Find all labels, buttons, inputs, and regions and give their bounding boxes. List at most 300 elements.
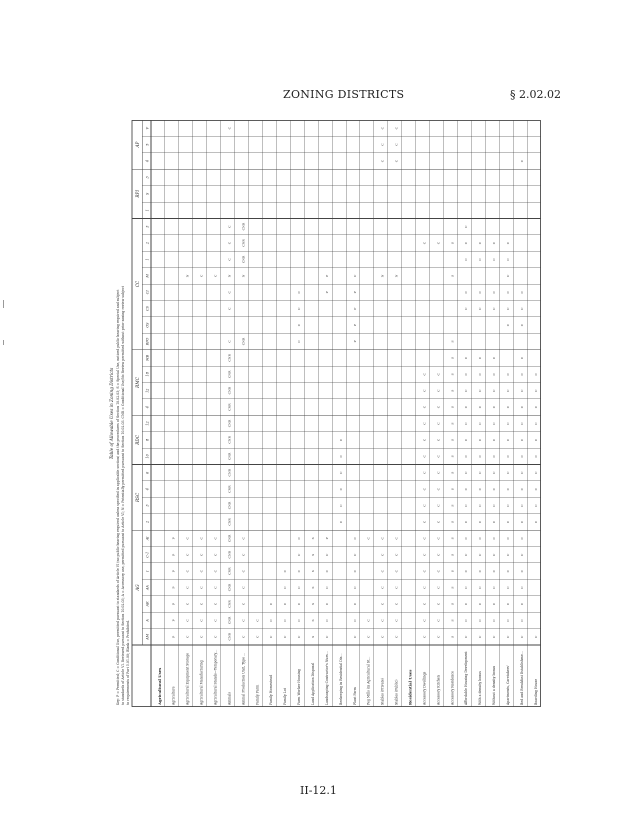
use-cell-value: CNR: [227, 370, 232, 378]
use-cell-value: C: [492, 438, 497, 442]
use-cell-value: C: [533, 635, 538, 638]
table-key-line: to standards of Article VI. Reviewed pursuant to Section 10.02.03; A = Accessory use, permitted pursuant to Article VI; N = Potentially permitted pursuant to Section 10.02.03. CNR = Conditional Use/No Review permitted without prior zoning review subject: [121, 286, 125, 705]
use-cell-value: C: [492, 389, 497, 392]
use-cell-value: C: [394, 602, 399, 606]
use-cell-value: S: [310, 586, 315, 589]
use-cell-value: P: [171, 553, 176, 556]
use-cell-value: C: [478, 405, 483, 409]
use-cell-value: C: [519, 405, 524, 409]
use-cell-value: P: [171, 635, 176, 638]
use-cell-value: N: [241, 274, 246, 278]
use-cell-value: C: [324, 602, 329, 606]
use-cell-value: C: [241, 569, 246, 573]
use-cell-value: CNR: [227, 583, 232, 592]
use-cell-value: C: [533, 487, 538, 491]
use-cell-value: C: [394, 127, 399, 130]
use-row-label: Animals: [227, 692, 232, 705]
use-cell-value: S: [310, 619, 315, 622]
use-cell-value: C: [436, 619, 441, 622]
use-cell-value: C: [519, 389, 524, 392]
use-cell-value: C: [505, 438, 510, 442]
column-header: AI: [145, 536, 150, 541]
use-cell-value: C: [478, 635, 483, 638]
use-cell-value: C: [478, 586, 483, 589]
section-number: § 2.02.02: [510, 88, 561, 101]
use-cell-value: C: [324, 619, 329, 622]
use-cell-value: C: [492, 471, 497, 474]
use-cell-value: CNR: [227, 616, 232, 625]
use-cell-value: C: [464, 537, 469, 540]
column-header: 3: [145, 504, 150, 507]
use-cell-value: C: [519, 520, 524, 524]
use-cell-value: C: [380, 159, 385, 163]
use-cell-value: C: [505, 569, 510, 573]
use-cell-value: C: [436, 602, 441, 606]
use-cell-value: C: [533, 471, 538, 474]
use-cell-value: C: [519, 159, 524, 163]
use-cell-value: C: [422, 455, 427, 458]
use-cell-value: C: [380, 537, 385, 540]
use-cell-value: C: [519, 635, 524, 638]
use-cell-value: C: [505, 405, 510, 409]
use-cell-value: C: [394, 635, 399, 638]
use-cell-value: C: [492, 586, 497, 589]
use-cell-value: C: [505, 373, 510, 376]
column-header: RPO: [145, 337, 150, 346]
use-cell-value: C: [464, 422, 469, 425]
column-header: 8: [145, 438, 150, 442]
use-cell-value: C: [464, 619, 469, 622]
column-header: 12: [145, 421, 150, 426]
use-cell-value: CNR: [227, 501, 232, 510]
use-cell-value: S: [310, 570, 315, 573]
use-cell-value: C: [436, 504, 441, 507]
use-cell-value: C: [422, 537, 427, 540]
use-cell-value: C: [478, 455, 483, 458]
use-cell-value: C: [199, 602, 204, 606]
use-cell-value: C: [199, 569, 204, 573]
column-header: 10: [145, 454, 150, 459]
use-cell-value: P: [352, 291, 357, 294]
use-cell-value: C: [352, 553, 357, 556]
use-cell-value: C: [505, 586, 510, 589]
use-cell-value: C: [241, 635, 246, 638]
use-cell-value: C: [422, 405, 427, 409]
use-cell-value: S: [450, 274, 455, 277]
use-cell-value: CNR: [227, 600, 232, 608]
section-heading: Residential Uses: [407, 669, 413, 705]
use-cell-value: S: [450, 520, 455, 524]
use-cell-value: S: [450, 602, 455, 606]
use-cell-value: C: [492, 602, 497, 606]
use-cell-value: C: [297, 291, 302, 294]
use-cell-value: CNR: [227, 452, 232, 461]
use-cell-value: C: [422, 569, 427, 573]
use-cell-value: C: [464, 520, 469, 524]
use-cell-value: C: [213, 274, 218, 278]
use-cell-value: C: [464, 258, 469, 261]
use-cell-value: C: [185, 619, 190, 622]
use-cell-value: C: [297, 340, 302, 343]
use-cell-value: C: [338, 455, 343, 458]
use-cell-value: P: [171, 537, 176, 540]
use-cell-value: N: [185, 274, 190, 278]
use-cell-value: CNR: [227, 354, 232, 362]
use-cell-value: C: [199, 635, 204, 638]
use-cell-value: C: [185, 553, 190, 556]
use-cell-value: C: [297, 586, 302, 589]
use-cell-value: C: [464, 471, 469, 474]
use-cell-value: C: [478, 487, 483, 491]
use-cell-value: C: [464, 438, 469, 442]
use-cell-value: C: [297, 635, 302, 638]
use-row-label: Family Lot: [283, 687, 288, 705]
use-cell-value: C: [297, 569, 302, 573]
use-cell-value: C: [505, 602, 510, 606]
use-row-label: Boarding House: [533, 678, 538, 705]
column-header: OS: [145, 322, 150, 328]
use-cell-value: C: [213, 553, 218, 556]
use-cell-value: C: [519, 438, 524, 442]
use-cell-value: C: [519, 422, 524, 425]
use-cell-value: C: [464, 487, 469, 491]
use-cell-value: C: [533, 405, 538, 409]
use-cell-value: C: [199, 553, 204, 556]
use-cell-value: C: [422, 389, 427, 392]
use-cell-value: C: [324, 635, 329, 638]
use-cell-value: C: [436, 553, 441, 556]
column-header: MB: [145, 354, 150, 361]
use-cell-value: C: [492, 291, 497, 294]
use-cell-value: C: [324, 553, 329, 556]
use-cell-value: C: [352, 274, 357, 278]
use-cell-value: C: [422, 520, 427, 524]
column-header: 6: [145, 471, 150, 474]
use-cell-value: C: [505, 422, 510, 425]
use-cell-value: S: [450, 570, 455, 573]
use-cell-value: C: [380, 635, 385, 638]
use-cell-value: P: [324, 274, 329, 277]
use-cell-value: C: [380, 569, 385, 573]
use-cell-value: C: [464, 602, 469, 606]
use-cell-value: CNR: [241, 337, 246, 346]
use-cell-value: C: [213, 602, 218, 606]
scan-edge-mark: [3, 340, 4, 345]
table-key-line: to requirements of Part 5.01.00; Blank = Prohibited.: [126, 619, 130, 705]
use-row-label: Affordable Housing Development: [464, 651, 469, 705]
use-cell-value: C: [519, 356, 524, 360]
group-header: CC: [135, 280, 140, 288]
use-cell-value: C: [436, 389, 441, 392]
use-cell-value: N: [394, 274, 399, 278]
use-cell-value: C: [394, 159, 399, 163]
column-header: 4: [145, 488, 150, 491]
use-cell-value: C: [227, 291, 232, 294]
use-cell-value: C: [436, 520, 441, 524]
use-row-label: Accessory Residence: [450, 671, 455, 705]
use-cell-value: S: [450, 488, 455, 491]
use-row-label: Beekeeping in Residential Dis…: [338, 653, 343, 705]
use-cell-value: S: [450, 586, 455, 589]
use-cell-value: P: [352, 307, 357, 310]
use-cell-value: C: [338, 504, 343, 507]
use-cell-value: C: [478, 258, 483, 261]
use-row-label: Plant Farm: [352, 687, 357, 705]
column-header: S: [145, 192, 150, 195]
use-cell-value: C: [436, 586, 441, 589]
use-row-label: Animal Production Unit, Type …: [241, 652, 246, 705]
use-cell-value: C: [269, 602, 274, 606]
use-cell-value: C: [436, 537, 441, 540]
use-cell-value: C: [464, 405, 469, 409]
use-cell-value: C: [297, 602, 302, 606]
use-cell-value: C: [478, 602, 483, 606]
use-cell-value: P: [171, 570, 176, 573]
use-cell-value: S: [450, 340, 455, 343]
use-cell-value: C: [505, 619, 510, 622]
use-cell-value: C: [464, 307, 469, 310]
use-cell-value: CNR: [227, 551, 232, 559]
column-header: 1: [145, 258, 150, 261]
rotated-table-graphic: [108, 120, 541, 707]
use-cell-value: P: [324, 537, 329, 540]
use-cell-value: C: [213, 635, 218, 638]
use-cell-value: C: [422, 504, 427, 507]
use-cell-value: C: [478, 537, 483, 540]
use-cell-value: C: [255, 619, 260, 622]
column-header: 4: [145, 406, 150, 409]
use-cell-value: C: [324, 586, 329, 589]
use-cell-value: C: [492, 422, 497, 425]
use-cell-value: C: [519, 471, 524, 474]
use-cell-value: C: [492, 635, 497, 638]
use-cell-value: C: [505, 471, 510, 474]
use-row-label: Accessory Dwellings: [422, 671, 427, 705]
use-cell-value: CNR: [241, 239, 246, 247]
use-cell-value: S: [450, 422, 455, 425]
use-cell-value: C: [338, 471, 343, 474]
use-cell-value: C: [422, 241, 427, 245]
use-cell-value: C: [478, 504, 483, 507]
use-row-label: Agricultural Manufacturing: [199, 660, 204, 705]
column-header: AM: [145, 633, 150, 640]
column-header: A: [145, 619, 150, 622]
column-header: M: [145, 274, 150, 278]
column-header: 12: [145, 388, 150, 393]
use-row-label: Landscaping Contractor's Nurs…: [324, 651, 329, 705]
use-cell-value: C: [213, 619, 218, 622]
use-cell-value: S: [310, 635, 315, 638]
use-cell-value: C: [505, 274, 510, 278]
use-cell-value: CNR: [241, 255, 246, 264]
use-row-label: Accessory Kitchen: [436, 675, 441, 705]
use-cell-value: C: [366, 635, 371, 638]
use-cell-value: S: [450, 438, 455, 441]
use-cell-value: C: [352, 619, 357, 622]
use-cell-value: CNR: [227, 436, 232, 444]
use-cell-value: C: [380, 143, 385, 146]
use-cell-value: C: [492, 520, 497, 524]
use-cell-value: C: [283, 586, 288, 589]
use-cell-value: N: [380, 274, 385, 278]
use-cell-value: C: [492, 258, 497, 261]
use-cell-value: C: [380, 553, 385, 556]
use-cell-value: C: [478, 291, 483, 294]
use-cell-value: C: [519, 602, 524, 606]
use-cell-value: C: [338, 520, 343, 524]
use-row-label: Agriculture: [171, 686, 176, 705]
use-cell-value: C: [478, 619, 483, 622]
use-cell-value: C: [297, 307, 302, 310]
use-cell-value: S: [450, 389, 455, 392]
use-cell-value: S: [450, 406, 455, 409]
column-header: I: [145, 570, 150, 572]
use-cell-value: C: [519, 619, 524, 622]
use-row-label: With a density bonus: [478, 671, 483, 705]
use-cell-value: P: [171, 586, 176, 589]
use-cell-value: C: [464, 241, 469, 245]
use-cell-value: C: [519, 586, 524, 589]
use-cell-value: C: [241, 586, 246, 589]
column-header: V: [145, 126, 150, 130]
use-cell-value: C: [505, 455, 510, 458]
use-cell-value: C: [366, 619, 371, 622]
use-cell-value: C: [352, 569, 357, 573]
use-cell-value: C: [478, 471, 483, 474]
use-cell-value: C: [478, 438, 483, 442]
use-cell-value: C: [422, 586, 427, 589]
use-cell-value: C: [199, 619, 204, 622]
use-cell-value: C: [185, 602, 190, 606]
use-cell-value: C: [436, 471, 441, 474]
use-cell-value: C: [533, 455, 538, 458]
use-cell-value: CNR: [227, 403, 232, 411]
use-cell-value: C: [255, 635, 260, 638]
use-cell-value: S: [450, 356, 455, 359]
use-cell-value: C: [492, 356, 497, 360]
use-cell-value: C: [352, 586, 357, 589]
use-cell-value: C: [380, 127, 385, 130]
use-cell-value: C: [422, 471, 427, 474]
column-header: CS: [145, 306, 150, 312]
use-cell-value: CNR: [227, 534, 232, 543]
column-header: 18: [145, 372, 150, 377]
use-cell-value: C: [505, 258, 510, 261]
use-cell-value: C: [394, 143, 399, 146]
use-cell-value: C: [297, 619, 302, 622]
use-cell-value: C: [492, 487, 497, 491]
use-cell-value: C: [492, 553, 497, 556]
column-header: 5: [145, 143, 150, 146]
use-cell-value: C: [492, 504, 497, 507]
use-row-label: Peg Mills (in Agricultural St…: [366, 656, 371, 705]
use-cell-value: C: [241, 553, 246, 556]
use-cell-value: CNR: [227, 387, 232, 395]
use-cell-value: C: [380, 586, 385, 589]
use-cell-value: C: [436, 438, 441, 442]
use-cell-value: CNR: [227, 633, 232, 641]
use-cell-value: C: [478, 422, 483, 425]
use-cell-value: C: [533, 520, 538, 524]
use-cell-value: C: [338, 487, 343, 491]
use-cell-value: C: [422, 487, 427, 491]
use-cell-value: S: [450, 455, 455, 458]
use-row-label: Bed and Breakfast Establishme…: [519, 651, 524, 705]
use-cell-value: P: [352, 324, 357, 327]
use-cell-value: C: [352, 537, 357, 540]
use-cell-value: C: [505, 323, 510, 327]
use-cell-value: C: [533, 438, 538, 442]
use-cell-value: CNR: [227, 567, 232, 575]
use-cell-value: C: [505, 537, 510, 540]
use-cell-value: C: [505, 553, 510, 556]
use-cell-value: S: [310, 553, 315, 556]
use-cell-value: C: [478, 241, 483, 245]
use-cell-value: C: [422, 438, 427, 442]
use-cell-value: C: [227, 127, 232, 130]
use-cell-value: C: [436, 373, 441, 376]
use-cell-value: C: [283, 569, 288, 573]
scan-edge-mark: [3, 300, 4, 308]
group-header: AG: [135, 584, 140, 591]
group-header: RDC: [135, 435, 140, 445]
use-cell-value: S: [450, 471, 455, 474]
column-header: 4: [145, 159, 150, 163]
use-cell-value: C: [464, 553, 469, 556]
group-header: RMC: [135, 377, 140, 388]
use-cell-value: C: [185, 586, 190, 589]
use-cell-value: C: [505, 241, 510, 245]
use-cell-value: C: [436, 635, 441, 638]
use-cell-value: C: [324, 569, 329, 573]
use-row-label: Farm Worker Housing: [297, 669, 302, 705]
use-cell-value: C: [519, 487, 524, 491]
use-cell-value: C: [464, 586, 469, 589]
use-cell-value: C: [478, 373, 483, 376]
use-cell-value: P: [171, 619, 176, 622]
allowable-uses-table: [108, 120, 541, 707]
use-cell-value: S: [450, 504, 455, 507]
use-cell-value: CNR: [241, 222, 246, 231]
use-cell-value: C: [394, 619, 399, 622]
use-cell-value: C: [241, 619, 246, 622]
use-row-label: Without a density bonus: [492, 665, 497, 705]
use-cell-value: S: [450, 553, 455, 556]
use-cell-value: C: [478, 553, 483, 556]
use-cell-value: C: [436, 422, 441, 425]
use-cell-value: C: [352, 602, 357, 606]
use-cell-value: S: [310, 537, 315, 540]
use-cell-value: C: [478, 389, 483, 392]
use-cell-value: C: [505, 291, 510, 294]
use-cell-value: C: [380, 619, 385, 622]
use-cell-value: C: [505, 635, 510, 638]
use-cell-value: C: [422, 422, 427, 425]
use-cell-value: C: [505, 487, 510, 491]
group-header: RSC: [135, 492, 140, 502]
use-cell-value: C: [519, 291, 524, 294]
use-cell-value: C: [394, 553, 399, 556]
use-cell-value: C: [464, 389, 469, 392]
use-cell-value: C: [478, 569, 483, 573]
table-key-line: Key: P = Permitted; C = Conditional Use, permitted pursuant to standards of Article VI (no public hearing required unless specified in applicable section) and the procedures of Section 10.02.03; S = Special Use, noticed public hearing required and subject: [116, 289, 120, 705]
use-cell-value: C: [464, 225, 469, 228]
group-header: RPI: [135, 190, 140, 198]
use-cell-value: C: [464, 504, 469, 507]
use-cell-value: S: [450, 619, 455, 622]
use-cell-value: S: [450, 241, 455, 245]
use-cell-value: S: [450, 635, 455, 638]
